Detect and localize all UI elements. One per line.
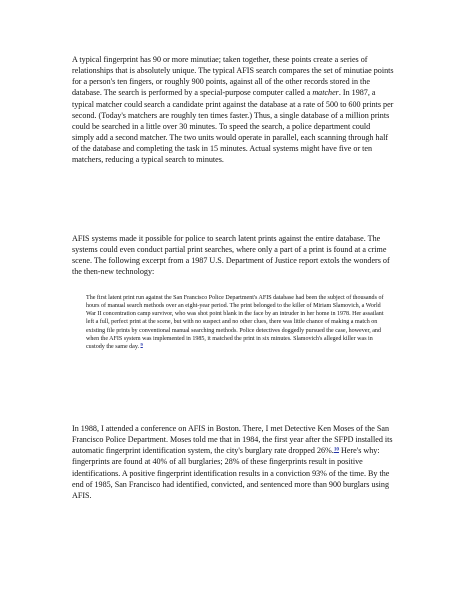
blockquote-text: The first latent print run against the San Francisco Police Department's AFIS database had been the subject of thousands of hours of manual search methods over an eight-year period. The print belonged to the killer of Miriam Slamovich, a World War II concentration camp survivor, who was shot point blank in the face by an intruder in her home in 1978. Her assailant left a full, perfect print at the scene, but with no suspect and no other clues, there was little chance of making a match on existing file prints by conventional manual searching methods. Police detectives doggedly pursued the case, however, and when the AFIS system was implemented in 1985, it matched the print in six minutes. Slamovich's alleged killer was in custody the same day. [86, 295, 384, 350]
blockquote-doj-report [86, 294, 386, 351]
paragraph-text: Here's why: fingerprints are found at 40% of all burglaries; 28% of these fingerprints result in positive identifications. A positive fingerprint identification results in a conviction 93% of the time. By the end of 1985, San Francisco had identified, convicted, and sentenced more than 900 burglars using AFIS. [72, 446, 390, 500]
paragraph-text: A typical fingerprint has 90 or more minutiae; taken together, these points create a series of relationships that is absolutely unique. The typical AFIS search compares the set of minutiae points for a person's ten fingers, or roughly 900 points, against all of the other records stored in the database. The search is performed by a special-purpose computer called a [72, 55, 394, 98]
paragraph-afis-latent-prints [72, 233, 394, 278]
paragraph-text: In 1988, I attended a conference on AFIS in Boston. There, I met Detective Ken Moses of the San Francisco Police Department. Moses told me that in 1984, the first year after the SFPD installed its automatic fingerprint identification system, the city's burglary rate dropped 26%. [72, 424, 393, 456]
paragraph-text: . In 1987, a typical matcher could search a candidate print against the database at a rate of 500 to 600 prints per second. (Today's matchers are roughly ten times faster.) Thus, a single database of a million prints could be searched in a little over 30 minutes. To speed the search, a police department could simply add a second matcher. The two units would operate in parallel, each scanning through half of the database and completing the task in 15 minutes. Actual systems might have five or ten matchers, reducing a typical search to minutes. [72, 88, 394, 165]
footnote-link-9[interactable]: 9 [140, 341, 143, 347]
footnote-link-10[interactable]: 10 [333, 446, 339, 453]
paragraph-boston-conference [72, 423, 394, 501]
paragraph-text: AFIS systems made it possible for police to search latent prints against the entire database. The systems could even conduct partial print searches, where only a part of a print is found at a crime scene. The following excerpt from a 1987 U.S. Department of Justice report extols the wonders of the then-new technology: [72, 234, 390, 277]
matcher-term: matcher [312, 88, 339, 98]
paragraph-fingerprint-minutiae [72, 54, 394, 166]
